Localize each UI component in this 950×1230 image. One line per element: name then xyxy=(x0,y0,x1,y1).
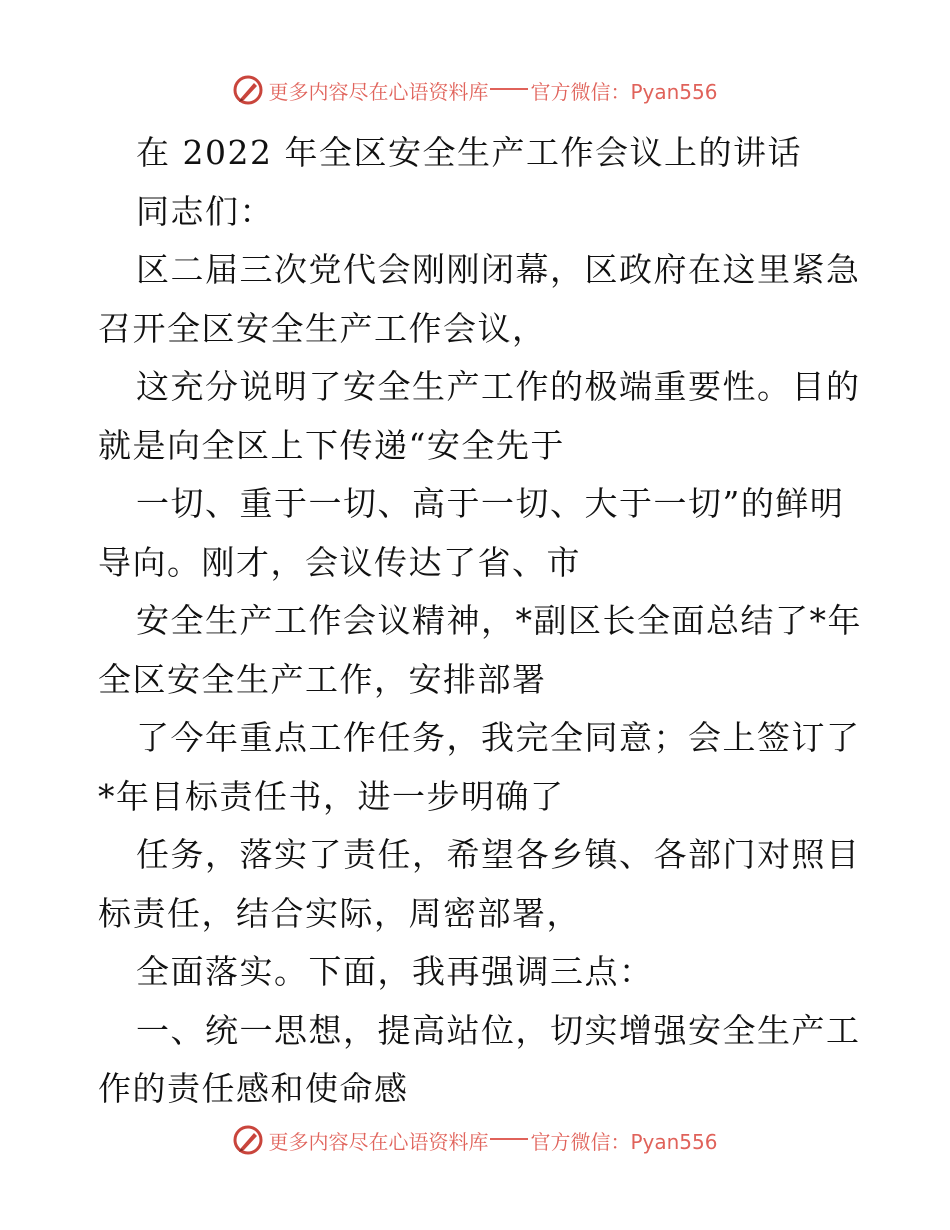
document-body xyxy=(98,124,862,1119)
document-line: 就是向全区上下传递“安全先于 xyxy=(98,425,565,465)
document-line: 在 2022 年全区安全生产工作会议上的讲话 xyxy=(136,133,802,172)
banner-contact: 官方微信：Pyan556 xyxy=(530,1129,718,1154)
document-line: 全面落实。下面，我再强调三点： xyxy=(136,952,654,991)
document-line: 作的责任感和使命感 xyxy=(98,1069,409,1108)
banner-dash xyxy=(490,88,528,90)
document-line: 召开全区安全生产工作会议， xyxy=(98,308,547,348)
red-pen-logo-icon xyxy=(232,1124,264,1156)
document-line: 区二届三次党代会刚刚闭幕，区政府在这里紧急 xyxy=(136,250,861,289)
banner-text: 更多内容尽在心语资料库 xyxy=(268,79,489,104)
header-banner xyxy=(0,70,950,110)
footer-banner xyxy=(0,1120,950,1160)
document-line: 全区安全生产工作，安排部署 xyxy=(98,659,547,699)
document-line: 同志们： xyxy=(136,191,274,231)
document-line: 标责任，结合实际，周密部署， xyxy=(98,893,581,933)
banner-text: 更多内容尽在心语资料库 xyxy=(268,1129,489,1154)
document-line: 这充分说明了安全生产工作的极端重要性。目的 xyxy=(136,367,861,406)
document-line: 了今年重点工作任务，我完全同意；会上签订了 xyxy=(136,718,861,757)
document-line: 安全生产工作会议精神，*副区长全面总结了*年 xyxy=(136,601,862,640)
red-pen-logo-icon xyxy=(232,74,264,106)
document-line: 一切、重于一切、高于一切、大于一切”的鲜明 xyxy=(136,484,845,523)
banner-dash xyxy=(490,1138,528,1140)
document-line: 任务，落实了责任，希望各乡镇、各部门对照目 xyxy=(136,835,861,874)
document-line: 一、统一思想，提高站位，切实增强安全生产工 xyxy=(136,1010,861,1050)
document-line: 导向。刚才，会议传达了省、市 xyxy=(98,542,581,582)
banner-contact: 官方微信：Pyan556 xyxy=(530,79,718,104)
document-line: *年目标责任书，进一步明确了 xyxy=(98,776,565,816)
